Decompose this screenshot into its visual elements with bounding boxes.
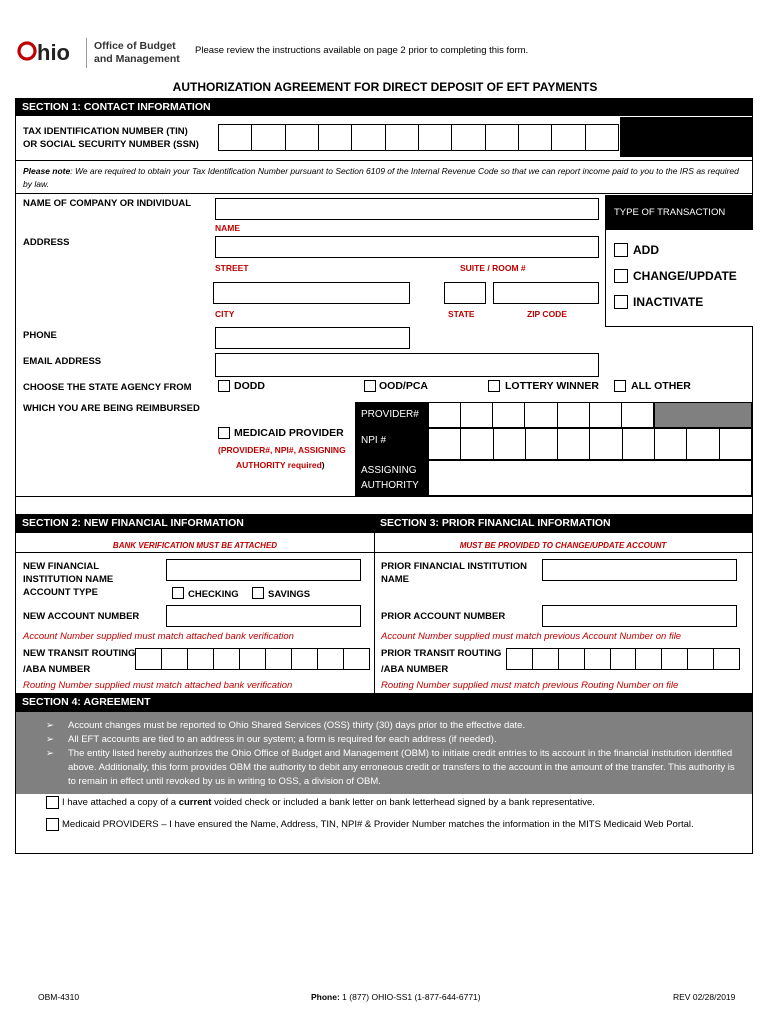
email-input[interactable]	[215, 353, 599, 377]
logo-divider	[86, 38, 87, 68]
check1-post: voided check or included a bank letter on bank letterhead signed by a bank representative.	[211, 797, 595, 808]
section-divider-vertical	[374, 533, 375, 693]
assigning-label-cell	[355, 460, 428, 496]
bullet-arrow-icon: ➢	[46, 748, 54, 759]
savings-label: SAVINGS	[268, 589, 311, 600]
new-fin-label-2: INSTITUTION NAME	[23, 574, 114, 585]
add-label: ADD	[633, 243, 659, 257]
all-other-label: ALL OTHER	[631, 380, 691, 392]
phone-value-footer: 1 (877) OHIO-SS1 (1-877-644-6771)	[339, 992, 481, 1002]
prior-institution-input[interactable]	[542, 559, 737, 581]
instructions-text: Please review the instructions available on page 2 prior to completing this form.	[195, 45, 529, 56]
section1-header: SECTION 1: CONTACT INFORMATION	[16, 99, 752, 116]
new-routing-note: Routing Number supplied must match attached bank verification	[23, 680, 293, 691]
section3-header: SECTION 3: PRIOR FINANCIAL INFORMATION	[374, 514, 752, 533]
form-title: AUTHORIZATION AGREEMENT FOR DIRECT DEPOSIT OF EFT PAYMENTS	[172, 80, 598, 94]
account-type-label: ACCOUNT TYPE	[23, 587, 98, 598]
provider-shaded	[654, 402, 752, 428]
company-label: NAME OF COMPANY OR INDIVIDUAL	[23, 198, 192, 209]
office-name	[94, 40, 180, 66]
suite-caption: SUITE / ROOM #	[460, 263, 526, 273]
new-account-input[interactable]	[166, 605, 361, 627]
section3-notice: MUST BE PROVIDED TO CHANGE/UPDATE ACCOUNT	[459, 541, 667, 550]
new-acct-note: Account Number supplied must match attached bank verification	[23, 631, 294, 642]
dodd-checkbox[interactable]	[218, 380, 230, 392]
note-bold: Please note	[23, 166, 71, 176]
new-routing-label-1: NEW TRANSIT ROUTING	[23, 648, 136, 659]
office-line1: Office of Budget	[94, 40, 176, 52]
savings-checkbox[interactable]	[252, 587, 264, 599]
divider-1	[16, 160, 752, 161]
bullet-3-text: The entity listed hereby authorizes the Ohio Office of Budget and Management (OBM) to initiate credit entries to its account in the financial institution identified above. Additionally, this form provides OBM the authority to debit any erroneous credit or transfers to the account in the amount of the transfer. This authority is to remain in effect until revoked by us in writing to OSS, a division of OBM.	[68, 748, 735, 787]
oodpca-checkbox[interactable]	[364, 380, 376, 392]
medicaid-note-2	[236, 460, 325, 470]
prior-account-input[interactable]	[542, 605, 737, 627]
tin-input[interactable]	[218, 124, 619, 151]
form-id: OBM-4310	[38, 992, 80, 1002]
prior-routing-label	[381, 647, 501, 676]
revision: REV 02/28/2019	[673, 992, 736, 1002]
medicaid-note-1: (PROVIDER#, NPI#, ASSIGNING	[218, 445, 346, 455]
medicaid-label: MEDICAID PROVIDER	[234, 427, 344, 439]
agency-label-2: WHICH YOU ARE BEING REIMBURSED	[23, 403, 200, 414]
prior-routing-note: Routing Number supplied must match previous Routing Number on file	[381, 680, 679, 691]
medicaid-checkbox[interactable]	[218, 427, 230, 439]
tin-fill-bar	[620, 117, 752, 157]
voided-check-label	[62, 797, 595, 808]
bullet-arrow-icon: ➢	[46, 734, 54, 745]
prior-routing-input[interactable]	[506, 648, 740, 670]
tin-label-line1: TAX IDENTIFICATION NUMBER (TIN)	[23, 126, 188, 137]
medicaid-attest-label: Medicaid PROVIDERS – I have ensured the Name, Address, TIN, NPI# & Provider Number matches the information in the MITS Medicaid Web Portal.	[62, 819, 694, 830]
city-caption: CITY	[215, 309, 235, 319]
state-caption: STATE	[448, 309, 475, 319]
provider-label: PROVIDER#	[361, 409, 419, 420]
npi-input[interactable]	[428, 428, 752, 460]
assigning-label-2: AUTHORITY	[361, 480, 419, 491]
office-line2: and Management	[94, 53, 180, 65]
inactivate-checkbox[interactable]	[614, 295, 628, 309]
add-checkbox[interactable]	[614, 243, 628, 257]
checking-checkbox[interactable]	[172, 587, 184, 599]
lottery-label: LOTTERY WINNER	[505, 380, 599, 392]
footer-phone	[311, 992, 481, 1002]
new-routing-label-2: /ABA NUMBER	[23, 664, 91, 675]
prior-routing-label-1: PRIOR TRANSIT ROUTING	[381, 648, 502, 659]
change-update-checkbox[interactable]	[614, 269, 628, 283]
provider-label-cell	[355, 402, 428, 428]
bullet-3	[46, 747, 736, 789]
check1-bold: current	[178, 797, 212, 808]
new-acct-label: NEW ACCOUNT NUMBER	[23, 611, 140, 622]
divider-3	[16, 496, 752, 497]
zip-input[interactable]	[493, 282, 599, 304]
agreement-bullets	[46, 719, 736, 789]
oodpca-label: OOD/PCA	[379, 380, 429, 392]
inactivate-label: INACTIVATE	[633, 295, 704, 309]
state-input[interactable]	[444, 282, 486, 304]
dodd-label: DODD	[234, 380, 265, 392]
assigning-authority-input[interactable]	[428, 460, 752, 496]
voided-check-checkbox[interactable]	[46, 796, 59, 809]
provider-input[interactable]	[428, 402, 654, 428]
ohio-logo	[16, 34, 80, 66]
all-other-checkbox[interactable]	[614, 380, 626, 392]
ohio-logo-mark	[16, 34, 80, 66]
svg-text:hio: hio	[37, 40, 70, 65]
new-institution-input[interactable]	[166, 559, 361, 581]
note-text: : We are required to obtain your Tax Identification Number pursuant to Section 6109 of the Internal Revenue Code so that we can report income paid to you to the IRS as required by law.	[23, 166, 739, 189]
divider-4	[16, 552, 752, 553]
npi-label: NPI #	[361, 435, 387, 446]
name-caption: NAME	[215, 223, 241, 233]
prior-acct-note: Account Number supplied must match previous Account Number on file	[381, 631, 682, 642]
section2-header: SECTION 2: NEW FINANCIAL INFORMATION	[16, 514, 374, 533]
phone-label: PHONE	[23, 330, 57, 341]
phone-label-footer: Phone:	[311, 992, 340, 1002]
bullet-2-text: All EFT accounts are tied to an address in our system; a form is required for each address (if needed).	[68, 734, 497, 745]
prior-fin-label-2: NAME	[381, 574, 409, 585]
new-fin-label	[23, 560, 113, 599]
medicaid-note-2-text: AUTHORITY required	[236, 460, 322, 470]
new-fin-label-1: NEW FINANCIAL	[23, 561, 99, 572]
new-routing-label	[23, 647, 135, 676]
bullet-1-text: Account changes must be reported to Ohio Shared Services (OSS) thirty (30) days prior to the effective date.	[68, 720, 526, 731]
zip-caption: ZIP CODE	[527, 309, 567, 319]
prior-acct-label: PRIOR ACCOUNT NUMBER	[381, 611, 506, 622]
section2-notice: BANK VERIFICATION MUST BE ATTACHED	[112, 541, 278, 550]
section4-header: SECTION 4: AGREEMENT	[16, 693, 752, 712]
address-label: ADDRESS	[23, 237, 70, 248]
divider-2	[16, 193, 752, 194]
agency-label-1: CHOOSE THE STATE AGENCY FROM	[23, 382, 192, 393]
npi-label-cell	[355, 428, 428, 460]
city-input[interactable]	[213, 282, 410, 304]
bullet-1	[46, 719, 736, 733]
street-input[interactable]	[215, 236, 599, 258]
email-label: EMAIL ADDRESS	[23, 356, 102, 367]
new-routing-input[interactable]	[135, 648, 370, 670]
prior-fin-label-1: PRIOR FINANCIAL INSTITUTION	[381, 561, 528, 572]
tin-label	[23, 125, 199, 151]
prior-routing-label-2: /ABA NUMBER	[381, 664, 449, 675]
medicaid-attest-checkbox[interactable]	[46, 818, 59, 831]
checking-label: CHECKING	[188, 589, 239, 600]
transaction-title-bar	[606, 196, 753, 230]
transaction-title: TYPE OF TRANSACTION	[614, 207, 726, 218]
street-caption: STREET	[215, 263, 249, 273]
assigning-label-1: ASSIGNING	[361, 465, 417, 476]
tin-note	[23, 165, 743, 191]
tin-label-line2: OR SOCIAL SECURITY NUMBER (SSN)	[23, 139, 199, 150]
check1-pre: I have attached a copy of a	[62, 797, 179, 808]
phone-input[interactable]	[215, 327, 410, 349]
prior-fin-label	[381, 560, 527, 586]
bullet-arrow-icon: ➢	[46, 720, 54, 731]
medicaid-note-2-end: )	[321, 460, 325, 470]
change-update-label: CHANGE/UPDATE	[633, 269, 737, 283]
company-name-input[interactable]	[215, 198, 599, 220]
lottery-checkbox[interactable]	[488, 380, 500, 392]
bullet-2	[46, 733, 736, 747]
